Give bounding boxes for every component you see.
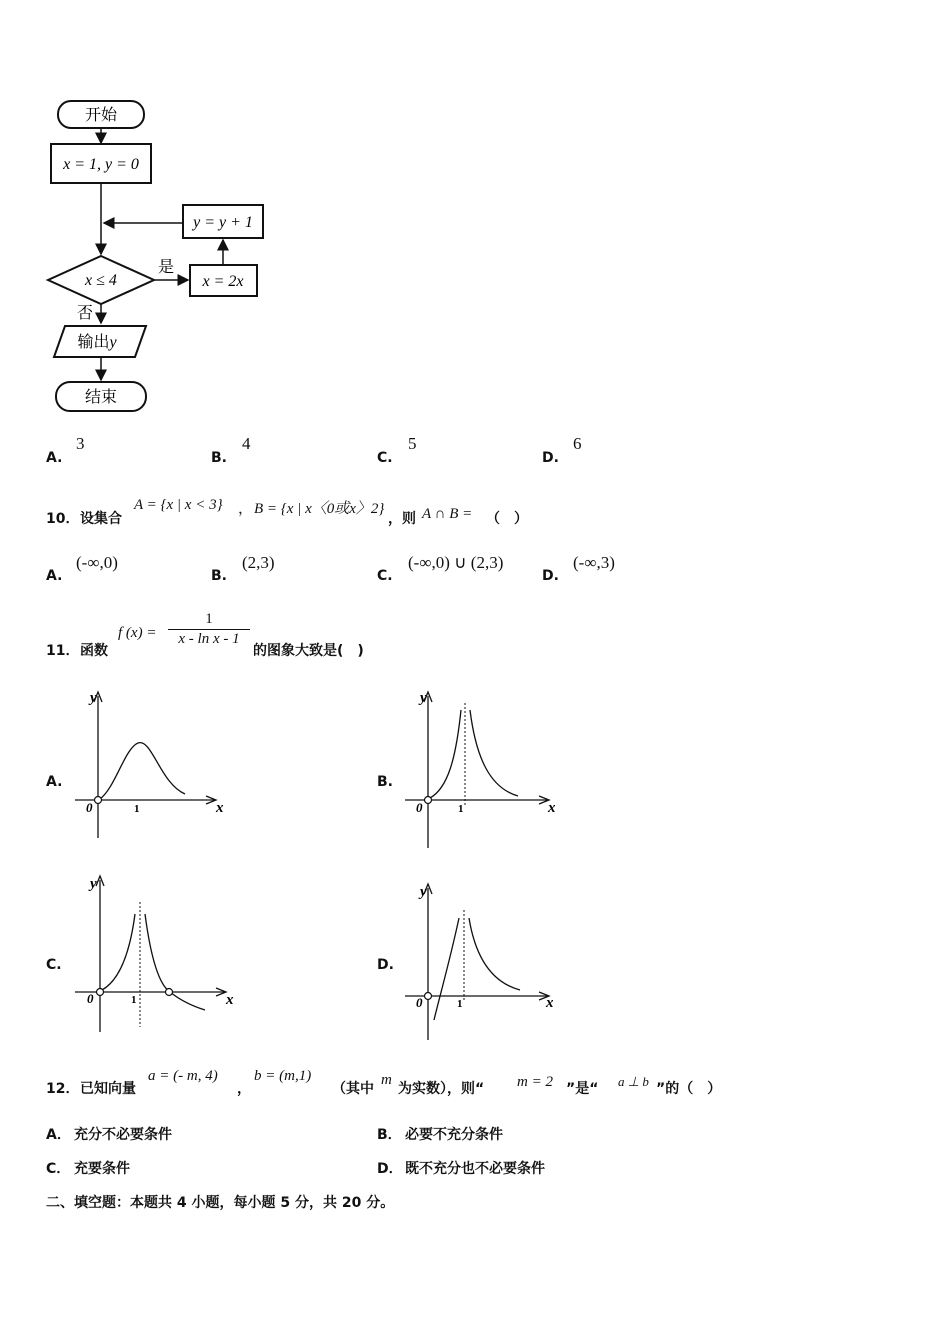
q12-cond: m = 2: [517, 1074, 553, 1090]
flowchart-init-label: x = 1, y = 0: [63, 156, 139, 173]
q9-option-a-value: 3: [76, 434, 85, 453]
q11-graph-b-x-label: x: [548, 800, 556, 816]
q11-graph-d-tick-label: 1: [457, 998, 463, 1010]
q12-number: 12．: [46, 1081, 80, 1097]
q11-graph-c-curve-left: [102, 914, 135, 990]
q11-graph-a-tick-label: 1: [134, 803, 140, 815]
q12-option-a-text: 充分不必要条件: [74, 1127, 172, 1143]
q9-option-c-value: 5: [408, 434, 417, 453]
q11-graph-a-origin-label: 0: [86, 800, 93, 815]
q12-option-c-text: 充要条件: [74, 1161, 130, 1177]
q10-suffix-pre: ，则: [388, 511, 416, 527]
q11-fraction: [168, 611, 250, 648]
q10-paren: （ ）: [486, 511, 528, 527]
q10-option-c-value: (-∞,0) ∪ (2,3): [408, 553, 504, 572]
q12-vec-b: b = (m,1): [254, 1068, 312, 1084]
q11-graph-c-tick-label: 1: [131, 994, 137, 1006]
q11-graph-c-label: C.: [46, 957, 62, 973]
q11-graph-b-y-label: y: [420, 690, 427, 706]
q11-graph-c-origin-point: [97, 989, 104, 996]
flowchart-output-var: y: [109, 334, 117, 351]
q11-graph-d-curve-left: [434, 918, 459, 1020]
q11-graph-b-curve-right: [470, 710, 518, 796]
q11-graph-d-origin-label: 0: [416, 995, 423, 1010]
q11-graph-b-origin-label: 0: [416, 800, 423, 815]
q12-option-c-label: C．: [46, 1161, 71, 1177]
q11-graph-a-y-label: y: [90, 690, 97, 706]
q11-numerator: 1: [168, 611, 250, 630]
q10-option-b-value: (2,3): [242, 553, 275, 572]
q11-graph-d-label: D.: [377, 957, 394, 973]
q11-graph-a-curve: [100, 743, 185, 799]
q11-graph-d-origin-point: [425, 993, 432, 1000]
q11-suffix: 的图象大致是( ): [253, 643, 364, 659]
q10-option-d-label: D.: [542, 568, 559, 584]
q12-mid2: 为实数），则“: [398, 1081, 485, 1097]
q10-number: 10．: [46, 511, 80, 527]
q10-expr: A ∩ B =: [422, 506, 473, 522]
q12-suffix: ”的（ ）: [656, 1081, 722, 1097]
q11-graph-b-tick-label: 1: [458, 803, 464, 815]
q10-option-d-value: (-∞,3): [573, 553, 615, 572]
q10-option-a-value: (-∞,0): [76, 553, 118, 572]
flowchart-condition-label: x ≤ 4: [85, 272, 117, 289]
q12-prefix: 已知向量: [80, 1081, 136, 1097]
q12-mid1: （其中: [332, 1081, 374, 1097]
q10-set-b: B = {x | x〈0或x〉2}: [254, 501, 385, 517]
flowchart-no-label: 否: [76, 303, 94, 322]
q10-prefix: 设集合: [80, 511, 122, 527]
q11-graph-a-x-label: x: [216, 800, 224, 816]
q11-graph-a-origin-point: [95, 797, 102, 804]
q11-denominator: x - ln x - 1: [178, 631, 240, 647]
flowchart-output-text: 输出: [77, 332, 110, 351]
q10-option-c-label: C.: [377, 568, 393, 584]
q9-option-d-label: D.: [542, 450, 559, 466]
flowchart-output-label: [77, 332, 117, 351]
q12-vec-a: a = (- m, 4): [148, 1068, 218, 1084]
q11-graph-c-root-point: [166, 989, 173, 996]
q12-option-b-label: B．: [377, 1127, 402, 1143]
q11-graph-b: [400, 688, 570, 853]
q12-mid3: ”是“: [566, 1081, 599, 1097]
q11-func-lhs: f (x) =: [118, 625, 157, 641]
flowchart-yes-label: 是: [157, 257, 175, 276]
section-2-heading: 二、填空题：本题共 4 小题，每小题 5 分，共 20 分。: [46, 1195, 395, 1211]
q11-graph-d-x-label: x: [546, 995, 554, 1011]
q12-option-d-label: D．: [377, 1161, 403, 1177]
q11-prefix: 函数: [80, 643, 108, 659]
q11-graph-d-y-label: y: [420, 884, 427, 900]
q11-number: 11．: [46, 643, 80, 659]
q9-option-c-label: C.: [377, 450, 393, 466]
flowchart: [0, 0, 300, 420]
q12-m: m: [381, 1072, 392, 1088]
q10-sep: ，: [238, 501, 254, 517]
q9-option-b-value: 4: [242, 434, 251, 453]
q10-option-a-label: A.: [46, 568, 63, 584]
q11-graph-d: [400, 880, 570, 1045]
q11-graph-d-curve-right: [469, 918, 520, 990]
q11-graph-c: [70, 872, 245, 1042]
q9-option-d-value: 6: [573, 434, 582, 453]
q12-option-b-text: 必要不充分条件: [405, 1127, 503, 1143]
q10-option-b-label: B.: [211, 568, 227, 584]
q10-set-a: A = {x | x < 3}: [134, 497, 223, 513]
q11-graph-a: [70, 688, 240, 853]
q11-graph-b-origin-point: [425, 797, 432, 804]
q12-option-d-text: 既不充分也不必要条件: [405, 1161, 545, 1177]
flowchart-end-label: 结束: [84, 387, 118, 406]
q11-graph-a-label: A.: [46, 774, 63, 790]
q12-perp: a ⊥ b: [618, 1074, 649, 1089]
q11-graph-c-y-label: y: [90, 876, 97, 892]
flowchart-update-x-label: x = 2x: [202, 273, 244, 290]
flowchart-update-y-label: y = y + 1: [193, 214, 253, 231]
q11-graph-c-x-label: x: [226, 992, 234, 1008]
q11-graph-b-curve-left: [430, 710, 461, 798]
q11-graph-c-origin-label: 0: [87, 991, 94, 1006]
q12-comma: ，: [237, 1081, 251, 1097]
q9-option-a-label: A.: [46, 450, 63, 466]
q12-option-a-label: A．: [46, 1127, 71, 1143]
q11-graph-c-curve-right: [145, 914, 205, 1010]
q11-graph-b-label: B.: [377, 774, 393, 790]
q9-option-b-label: B.: [211, 450, 227, 466]
flowchart-start-label: 开始: [84, 105, 118, 124]
